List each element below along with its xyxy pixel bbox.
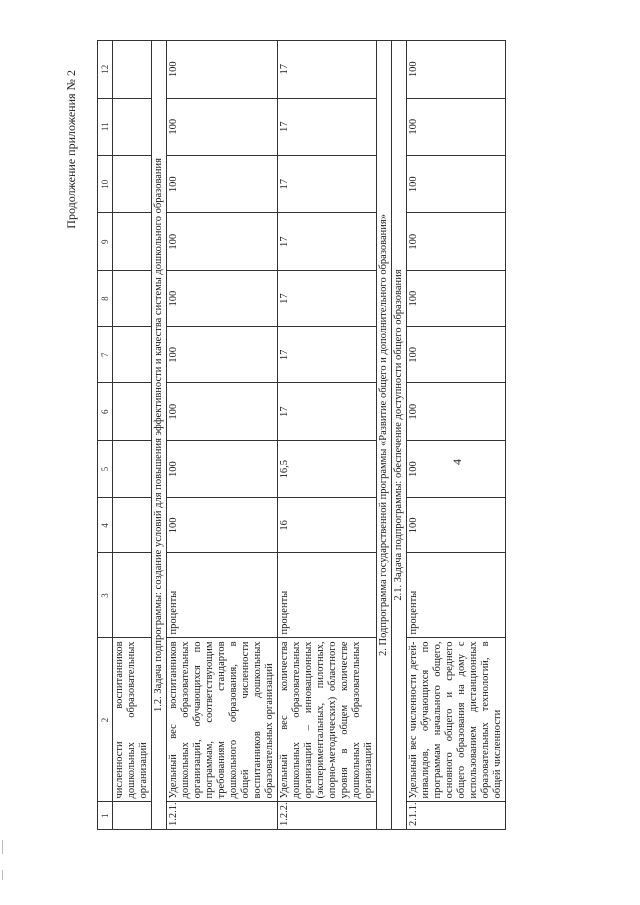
colnum-12: 12	[98, 41, 113, 99]
value-cell: 100	[167, 41, 278, 99]
section-2-1-title: 2.1. Задача подпрограммы: обеспечение доступности общего образования	[392, 41, 407, 830]
cont-text: численности воспитанников дошкольных образовательных организаций	[113, 638, 152, 802]
colnum-9: 9	[98, 213, 113, 270]
table-row	[167, 41, 278, 830]
colnum-5: 5	[98, 440, 113, 497]
value-cell: 100	[167, 327, 278, 383]
value-cell: 17	[278, 41, 377, 99]
appendix-header: Продолжение приложения № 2	[64, 70, 78, 229]
colnum-7: 7	[98, 327, 113, 383]
value-cell: 100	[407, 270, 506, 326]
value-cell: 100	[407, 440, 506, 497]
row-code: 1.2.2.	[278, 802, 377, 830]
row-text: Удельный вес количества дошкольных образовательных организаций – инновационных (экспериментальных, пилотных, опорно-методических) областного уровня в общем количестве дошкольных образовательных организаций	[278, 638, 377, 802]
row-unit: проценты	[407, 553, 506, 638]
colnum-8: 8	[98, 270, 113, 326]
section-row	[392, 41, 407, 830]
colnum-6: 6	[98, 383, 113, 440]
value-cell: 17	[278, 155, 377, 212]
value-cell: 100	[407, 98, 506, 155]
value-cell: 17	[278, 98, 377, 155]
value-cell: 17	[278, 383, 377, 440]
row-unit: проценты	[278, 553, 377, 638]
value-cell: 100	[167, 440, 278, 497]
row-text: Удельный вес численности детей-инвалидов, обучающихся по программам начального общего, основного общего и среднего общего образования на дому с использованием дистанционных образовательных технологий, в общей численности	[407, 638, 506, 802]
section-row	[377, 41, 392, 830]
colnum-10: 10	[98, 155, 113, 212]
value-cell: 100	[407, 41, 506, 99]
value-cell: 100	[167, 498, 278, 553]
section-2-title: 2. Подпрограмма государственной программы «Развитие общего и дополнительного образования»	[377, 41, 392, 830]
value-cell: 16,5	[278, 440, 377, 497]
page-number: 4	[450, 459, 464, 465]
colnum-4: 4	[98, 498, 113, 553]
value-cell: 100	[407, 213, 506, 270]
colnum-11: 11	[98, 98, 113, 155]
value-cell: 100	[407, 327, 506, 383]
value-cell: 100	[167, 383, 278, 440]
table-row	[407, 41, 506, 830]
value-cell: 16	[278, 498, 377, 553]
value-cell: 100	[167, 98, 278, 155]
value-cell: 100	[167, 270, 278, 326]
row-text: Удельный вес воспитанников дошкольных образовательных организаций, обучающихся по программам, соответствующим требованиям стандартов дошкольного образования, в общей численности воспитанников дошкольных образовательных организаций	[167, 638, 278, 802]
continuation-row	[113, 41, 152, 830]
colnum-2: 2	[98, 638, 113, 802]
value-cell: 17	[278, 270, 377, 326]
value-cell: 100	[407, 155, 506, 212]
row-code: 2.1.1.	[407, 802, 506, 830]
section-row	[152, 41, 167, 830]
table-row	[278, 41, 377, 830]
value-cell: 100	[167, 155, 278, 212]
value-cell: 100	[407, 498, 506, 553]
value-cell: 100	[407, 383, 506, 440]
indicators-table	[97, 40, 506, 830]
colnum-1: 1	[98, 802, 113, 830]
value-cell: 100	[167, 213, 278, 270]
row-unit: проценты	[167, 553, 278, 638]
column-numbers-row	[98, 41, 113, 830]
section-1-2-title: 1.2. Задача подпрограммы: создание условий для повышения эффективности и качества системы дошкольного образования	[152, 41, 167, 830]
value-cell: 17	[278, 327, 377, 383]
colnum-3: 3	[98, 553, 113, 638]
cont-code	[113, 802, 152, 830]
row-code: 1.2.1.	[167, 802, 278, 830]
value-cell: 17	[278, 213, 377, 270]
